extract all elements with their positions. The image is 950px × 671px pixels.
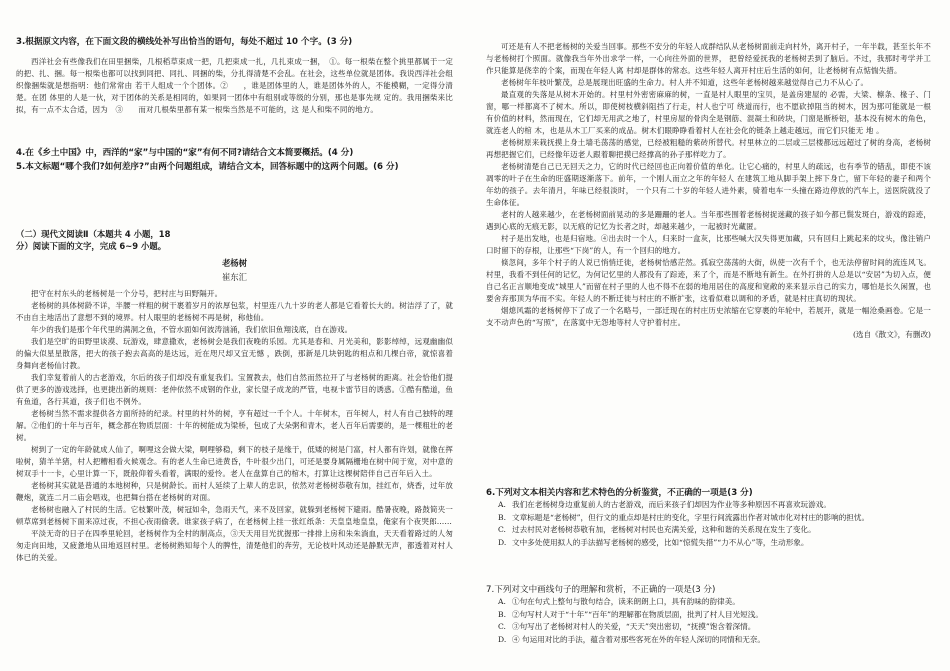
essay-paragraph: 年少的我们是那个年代里的满洞之鱼，不管水面如何波涛汹涌，我们依旧鱼翔浅底，自在游戏。 (31, 325, 353, 334)
q6-option-c[interactable]: C. 过去村民对老杨树恭敬有加，老杨树对村民也充满关爱，这种和谐的关系现在发生了变化。 (498, 525, 816, 534)
essay-body-right (486, 41, 931, 340)
essay-paragraph: 老杨树的具体树龄不详，半腰一样粗的树干裹着岁月的浓厚包浆，村里连八九十岁的老人都是它看着长大的。树洁浮了了，就不由自主地活出了意想不到的境界。村人眼里的老杨树不再是树，称他仙。 (16, 301, 453, 322)
question-6-block (486, 488, 931, 549)
essay-paragraph: 老杨树当然不需求提供各方面所持的纪录。村里的村外的树，亨有超过一千个人。十年树木，百年树人，村人有自己独特的理解。②他们的十年与百年，概念都在物质层面：十年的树能成为梁桥，包成了大朵粥和青木，老人百年后需要的，是一棵粗壮的老树。 (16, 409, 453, 442)
essay-paragraph: 平淡无奇的日子在四季里轮回，老杨树作为全村的制高点，③天天用目光扰握那一排排上房和朱朱淌血，天天看着路过的人匆匆走向田地，又疲惫地从田地返回村里。老杨树熟知每个人的脾性，清楚他们的奔劳，无论枝叶风动还是静默无声，都透着对村人体已的关爱。 (16, 529, 453, 562)
essay-paragraph: 老杨树也融入了村民的生活。它枝繁叶茂，树冠如伞，急雨天气，来不及回家，就躲到老杨树下避雨。酷暑夜晚，路鼓简夹一顿草席到老杨树下面来凉过夜，不担心夜雨偷袭。谁家孩子病了，在老杨树上挂一张红纸条：天皇皇地皇皇，俺家有个夜哭郎…… (16, 505, 453, 526)
question-3: 3.根据原文内容，在下面文段的横线处补写出恰当的语句，每处不超过 10 个字。(3 分) (16, 37, 353, 47)
essay-title: 老杨树 (221, 258, 248, 268)
section-2-header (16, 228, 453, 252)
q7-option-b[interactable]: B. ②句写村人对于“十年”“百年”的理解都在物质层面，批判了村人目光短浅。 (498, 609, 763, 619)
essay-paragraph: 老杨树原来栽抚摸上身土墙毛荡荡的感觉，已经被粗糙的紫砖所替代。村里林立的二层或三层楼都远远超过了树的身高，老杨树再想把握它们，已经像年迈老人跟着聊把摸已经撑高的孙子那样吃力了。 (486, 138, 931, 159)
essay-paragraph: 老杨树清楚自己已无回天之力，它的时代已经回也正向着价值的单化。让它心痛的，村里人的疏远，也有季节的错乱，即使不该凋零的叶子在生命的旺盛期逐渐落下。前年，一个刚人而立之年的年轻人 在建筑工地从脚手架上摔下身亡，留下年轻的妻子和两个年幼的孩子。去年清月，年味已经很淡时， 一个只有二十岁的年轻人进外素，骑着电车一头撞在路边停放的汽车上，送医院就没了生命体征。 (486, 162, 931, 207)
essay-paragraph: 可还是有人不把老杨树的关爱当回事。那些不安分的年轻人成群结队从老杨树面前走向村外，离开村子，一年半载，甚至长年不与老杨树打个照面。就像我当年外出求学一样，一心向往外面的世界， 把曾经爱抚我的老杨树丢到了脑后。不过，我那时考学并工作只能算是侥幸的个案，而现在年轻人离 村却是群体的常态。这些年轻人离开村庄后生活的如何，让老杨树有点惦惴失措。 (486, 42, 931, 75)
essay-paragraph: 把守在村东头的老杨树是一个分号，把村庄与田野隔开。 (31, 289, 223, 298)
essay-paragraph: 最直观的失落是从树木开始的。村里村外密密麻麻的树，一直是村人眼里的宝贝，是盖房建屋的 必需，大梁、檩条、椽子、门窗，哪一样都离不了树木。所以，即使树枝横斜阻挡了行走，村人也宁可 绕道而行，也不愿砍掉阻当的树木，因为那可能就是一根有价值的材料，然而现在，它们却无用武之地了，村里房屋的骨肉全是钢筋、混凝土和砖块，门窗是断桥铝，基本没有树木的角色，就连老人的棺 木，也是从木工厂买来的成品。树木们眼睁睁看着村人在社会化的链条上越走越远，而它们只能无 地 。 (486, 90, 931, 135)
essay-author-block (16, 271, 453, 283)
section-2-line-2: 分）阅读下面的文字，完成 6~9 小题。 (16, 241, 167, 251)
q6-option-a[interactable]: A. 我们在老杨树身边重复前人的古老游戏，而后来孩子们却因为作业等多种原因不再喜欢玩游戏。 (498, 500, 831, 509)
essay-paragraph: 烟熄风霜的老杨树停下了成了一个名略号，一部迁现在的村庄历史浓缩在它穿裹的年轮中，若展开，就是一幅沧桑画卷。它是一支不动声色的“写照”，在落寞中无怨地等村人守护着村庄。 (486, 306, 931, 327)
question-7: 7.下列对文中画线句子的理解和赏析，不正确的一项是(3 分) (486, 585, 716, 595)
essay-title-block (16, 257, 453, 269)
question-6-options (486, 499, 931, 549)
question-3-passage (16, 56, 453, 116)
essay-paragraph: 我们是空旷的田野里谈漠、玩游戏，肆意撒欢，老杨树会是我们夜晚的乐园。尤其是春和、月光美和，影影绰绰，远观幽幽似的偏大似星星散落，把大的孩子抱去高高的是达远，近在咫尺却又宜无憾 ，跌倒，那新是几块钥匙的相点和几棵白帝，就惊喜着身舞向老杨仙讨教。 (16, 337, 453, 370)
q6-option-b[interactable]: B. 文章标题是“老杨树”，但行文的重点却是村庄的变化，字里行间流露出作者对城市化对村庄的影响的担忧。 (498, 512, 870, 522)
essay-paragraph: 树到了一定的年龄就成人仙了，啊哩这会做大梁，啊哩够稳，剩下的枝子是缘于，低矮的树是门富，村人都有许划，就像在挥啦树，猜羊羊猪，村人把糟相看火候观念。有的老人生命已进黄昏，牛叶很少出门，可还是要身属隔栅地在树中间于宽，对中意的树双手十一卡，心里计算一下，既般仰着头看着，满眼的爱怜。老人在盘算自己的棺木，打算让这棵树陪伴自己百年后入土。 (16, 445, 453, 478)
question-7-options (486, 596, 931, 646)
essay-paragraph: 我们幸复着前人的古老游戏，尔后的孩子们却没有重复我们。宝置教去，他们自然而然拉开了与老杨树的距离。社会恰他们提供了更多的游戏选择，也更捷出新的规则：老仲依然不成钢的作业，家长望子成龙的严管，电视卡雷节目的诱惑。①酷有酷道，鱼有鱼道，各行其道，孩子们也不例外。 (16, 373, 453, 406)
q7-option-c[interactable]: C. ③句写出了老杨树对村人的关爱，“天天”突出密切，“抚摸”饱含着深情。 (498, 622, 756, 631)
essay-paragraph: 老杨树年年枝叶繁茂，总是展现出旺盛的生命力。村人并不知道，这些年老杨树越来越觉得自己力不从心了。 (501, 78, 869, 87)
q7-option-a[interactable]: A. ①句在句式上整句与散句结合，读来朗朗上口，具有韵味的韵律美。 (498, 597, 740, 606)
essay-paragraph: 老村的人越来越少，在老杨树面前晃动的多是跚跚的老人。当年那些围着老杨树捉迷藏的孩子如今都已鬓发斑白，游戏的踪迹，遇到心底的无痕无影，以无痕的记忆为长者之时，却越来越少，一起被时光藏匿。 (486, 210, 931, 231)
q3-passage-text: 西洋社会有些像我们在田里捆柴，几根稻草束成一把，几把束成一扎，几扎束成一捆， ①。每一根柴在整个挑里都属于一定的把、扎、捆。每一根柴也都可以找到同把、同扎、同捆的柴，分扎得清楚不会乱。在社会，这些单位就是团体。我说西洋社会组织像捆柴就是想指明：他们常常由 若干人组成一个个团体。② ，谁是团体里的人，谁是团体外的人，不能模糊，一定得分清楚。在团 体里的人是一伙，对于团体的关系是相同的，如果同一团体中有组别或等级的分别，那也是事先规 定的。我用捆柴来比拟，有一点不太合适，因为 ③ 而对几根柴里都有某一根柴当然是不可能的，这 是人和柴不同的地方。 (16, 57, 453, 114)
question-7-block (486, 585, 931, 646)
question-5: 5.本文标题“哪个我们?如何差序?”由两个问题组成，请结合文本，回答标题中的这两个问题。(6 分) (16, 162, 399, 172)
essay-body-left (16, 288, 453, 564)
question-5-block (16, 162, 453, 173)
essay-source: (选自《散文》，有删改) (852, 330, 931, 339)
question-6: 6.下列对文本相关内容和艺术特色的分析鉴赏，不正确的一项是(3 分) (486, 488, 753, 498)
essay-paragraph: 村子是出发地，也是归宿地。④出去时一个人，归来时一盒灰，比那些喊大汉失得更加藏，只有回归上跳起来的坟头，像注销户口时留下的存根，让那些“下岗”的人，有一个回归的地方。 (486, 234, 931, 255)
essay-paragraph: 倏忽间，多年个村子的人说已悄悄迁徙，老杨树恰感茫然。孤寂空荡荡的大街，纵使一次有千个，也无法停留时间的流连风飞。村里，我看不到任何的记忆，为何记忆里的人都没有了踪迹，来了个，而是不断地有新生。在外打拼的人总是以“安居”为切入点，便自己名正言顺地变成“城里人”而留在村子里的人也不得不在弱的地用居住的高度和宽敞的来来显示自己的实力，哪怕是长久闲置，也要舍弃那顶为华而不实。年轻人的不断迁徙与村庄的不断扩张，这看似难以调和的矛盾，就是村庄真切的现状。 (486, 258, 931, 303)
essay-paragraph: 老杨树其实就是普通的本地树种，只是树龄长。而村人延续了上辈人的忠识，依然对老杨树恭敬有加，挂红布，烧香，过年放鞭炮，就连二月二庙会唱戏，也把舞台搭在老杨树的对面。 (16, 481, 453, 502)
essay-author: 崔东汇 (221, 272, 248, 282)
q6-option-d[interactable]: D. 文中多处使用拟人的手法描写老杨树的感受，比如“惊慌失措”“力不从心”等，生动形象。 (498, 537, 809, 547)
question-3-block (16, 37, 453, 48)
question-4: 4.在《乡土中国》中，西洋的“家”与中国的“家”有何不同?请结合文本简要概括。(4 分) (16, 148, 354, 158)
question-4-block (16, 148, 453, 159)
section-2-line-1: （二）现代文阅读Ⅱ（本题共 4 小题，18 (16, 229, 171, 239)
q7-option-d[interactable]: D. ④ 句运用对比的手法，蕴含着对那些客死在外的年轻人深切的同情和无奈。 (498, 634, 766, 644)
